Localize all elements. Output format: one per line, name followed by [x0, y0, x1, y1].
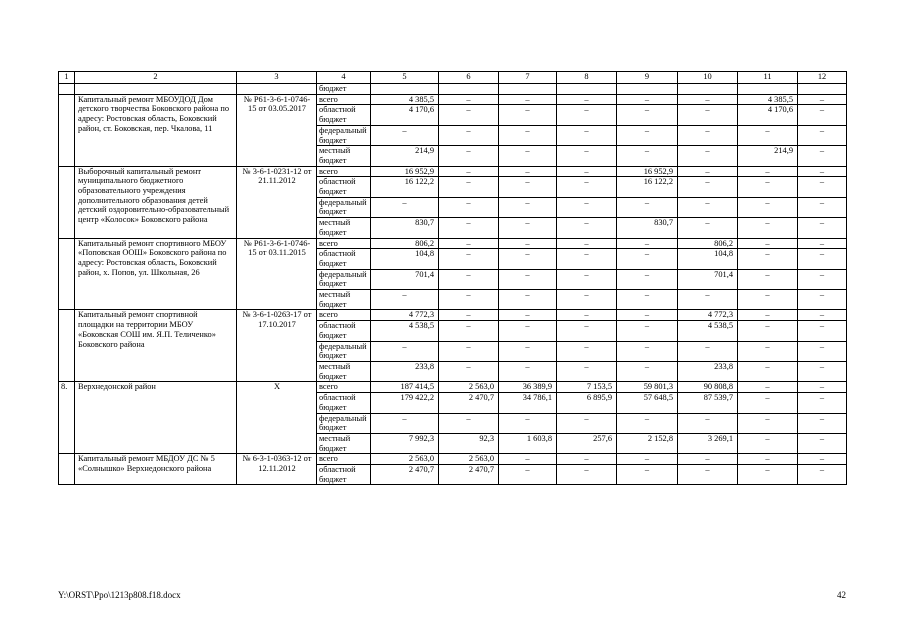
empty-value-cell: –: [798, 249, 847, 269]
empty-value-cell: –: [439, 218, 499, 238]
empty-value-cell: –: [499, 197, 557, 217]
empty-value-cell: –: [738, 197, 798, 217]
empty-value-cell: –: [738, 433, 798, 453]
empty-value-cell: –: [798, 197, 847, 217]
empty-value-cell: –: [557, 177, 617, 197]
column-header: 8: [557, 72, 617, 84]
amount-cell: [678, 84, 738, 95]
empty-value-cell: –: [499, 321, 557, 341]
table-row: [59, 166, 847, 177]
empty-value-cell: –: [617, 125, 678, 145]
amount-cell: 59 801,3: [617, 382, 678, 393]
empty-value-cell: –: [738, 341, 798, 361]
empty-value-cell: –: [798, 269, 847, 289]
empty-value-cell: –: [738, 321, 798, 341]
empty-value-cell: –: [439, 269, 499, 289]
empty-value-cell: –: [557, 310, 617, 321]
amount-cell: 701,4: [371, 269, 439, 289]
funding-source-cell: федеральный бюджет: [317, 269, 371, 289]
empty-value-cell: –: [499, 177, 557, 197]
empty-value-cell: –: [499, 310, 557, 321]
empty-value-cell: –: [557, 454, 617, 465]
empty-value-cell: –: [798, 177, 847, 197]
amount-cell: 4 170,6: [371, 105, 439, 125]
empty-value-cell: –: [798, 454, 847, 465]
amount-cell: 2 563,0: [439, 382, 499, 393]
empty-value-cell: –: [371, 197, 439, 217]
empty-value-cell: –: [798, 465, 847, 485]
amount-cell: 4 170,6: [738, 105, 798, 125]
empty-value-cell: –: [499, 166, 557, 177]
funding-source-cell: местный бюджет: [317, 218, 371, 238]
amount-cell: 92,3: [439, 433, 499, 453]
object-name-cell: [75, 84, 237, 95]
column-header: 6: [439, 72, 499, 84]
empty-value-cell: –: [557, 290, 617, 310]
table-cell: [59, 310, 75, 382]
amount-cell: 4 538,5: [371, 321, 439, 341]
empty-value-cell: –: [557, 125, 617, 145]
amount-cell: 179 422,2: [371, 393, 439, 413]
empty-value-cell: –: [738, 393, 798, 413]
empty-value-cell: –: [678, 454, 738, 465]
funding-source-cell: областной бюджет: [317, 393, 371, 413]
amount-cell: 4 772,3: [678, 310, 738, 321]
empty-value-cell: –: [738, 454, 798, 465]
funding-source-cell: всего: [317, 166, 371, 177]
empty-value-cell: –: [738, 413, 798, 433]
funding-source-cell: федеральный бюджет: [317, 125, 371, 145]
funding-source-cell: федеральный бюджет: [317, 197, 371, 217]
empty-value-cell: –: [738, 382, 798, 393]
empty-value-cell: –: [617, 238, 678, 249]
empty-value-cell: –: [499, 454, 557, 465]
empty-value-cell: –: [371, 125, 439, 145]
empty-value-cell: –: [738, 218, 798, 238]
empty-value-cell: –: [798, 321, 847, 341]
empty-value-cell: –: [557, 197, 617, 217]
object-name-cell: Выборочный капитальный ремонт муниципального бюджетного образовательного учреждения дополнительного образования детей детский оздоровительно-образовательный центр «Колосок» Боковского района: [75, 166, 237, 238]
table-row: [59, 84, 847, 95]
empty-value-cell: –: [617, 310, 678, 321]
file-path: Y:\ORST\Ppo\1213p808.f18.docx: [58, 590, 181, 600]
empty-value-cell: –: [617, 105, 678, 125]
empty-value-cell: –: [499, 146, 557, 166]
empty-value-cell: –: [439, 238, 499, 249]
column-header: 10: [678, 72, 738, 84]
empty-value-cell: –: [798, 146, 847, 166]
amount-cell: 2 563,0: [439, 454, 499, 465]
document-number-cell: № 3-6-1-0231-12 от 21.11.2012: [237, 166, 317, 238]
empty-value-cell: –: [557, 249, 617, 269]
empty-value-cell: –: [439, 361, 499, 381]
empty-value-cell: –: [439, 290, 499, 310]
amount-cell: [798, 84, 847, 95]
empty-value-cell: –: [557, 361, 617, 381]
object-name-cell: Капитальный ремонт МБДОУ ДС № 5 «Солнышко» Верхнедонского района: [75, 454, 237, 485]
amount-cell: 36 389,9: [499, 382, 557, 393]
empty-value-cell: –: [439, 310, 499, 321]
empty-value-cell: –: [738, 465, 798, 485]
empty-value-cell: –: [617, 454, 678, 465]
column-header: 5: [371, 72, 439, 84]
amount-cell: [617, 84, 678, 95]
amount-cell: 806,2: [678, 238, 738, 249]
column-header: 3: [237, 72, 317, 84]
funding-source-cell: местный бюджет: [317, 433, 371, 453]
amount-cell: 2 470,7: [439, 393, 499, 413]
empty-value-cell: –: [617, 341, 678, 361]
empty-value-cell: –: [499, 413, 557, 433]
empty-value-cell: –: [557, 218, 617, 238]
empty-value-cell: –: [557, 413, 617, 433]
empty-value-cell: –: [617, 197, 678, 217]
empty-value-cell: –: [678, 413, 738, 433]
empty-value-cell: –: [499, 218, 557, 238]
empty-value-cell: –: [439, 197, 499, 217]
empty-value-cell: –: [617, 94, 678, 105]
amount-cell: 90 808,8: [678, 382, 738, 393]
empty-value-cell: –: [439, 321, 499, 341]
empty-value-cell: –: [499, 465, 557, 485]
empty-value-cell: –: [439, 177, 499, 197]
empty-value-cell: –: [738, 166, 798, 177]
funding-source-cell: бюджет: [317, 84, 371, 95]
amount-cell: 214,9: [371, 146, 439, 166]
empty-value-cell: –: [678, 125, 738, 145]
funding-source-cell: всего: [317, 310, 371, 321]
object-name-cell: Капитальный ремонт спортивного МБОУ «Поповская ООШ» Боковского района по адресу: Ростовская область, Боковский район, х. Попов, ул. Школьная, 26: [75, 238, 237, 310]
amount-cell: 830,7: [617, 218, 678, 238]
empty-value-cell: –: [798, 238, 847, 249]
object-name-cell: Капитальный ремонт МБОУДОД Дом детского творчества Боковского района по адресу: Ростовская область, Боковский район, ст. Боковская, пер. Чкалова, 11: [75, 94, 237, 166]
table-cell: [59, 238, 75, 310]
empty-value-cell: –: [678, 197, 738, 217]
amount-cell: [557, 84, 617, 95]
empty-value-cell: –: [499, 105, 557, 125]
empty-value-cell: –: [678, 94, 738, 105]
empty-value-cell: –: [439, 146, 499, 166]
empty-value-cell: –: [798, 413, 847, 433]
empty-value-cell: –: [557, 166, 617, 177]
table-cell: [59, 454, 75, 485]
empty-value-cell: –: [371, 341, 439, 361]
funding-source-cell: всего: [317, 382, 371, 393]
column-header: 12: [798, 72, 847, 84]
amount-cell: 16 952,9: [371, 166, 439, 177]
empty-value-cell: –: [439, 94, 499, 105]
funding-source-cell: местный бюджет: [317, 146, 371, 166]
amount-cell: 257,6: [557, 433, 617, 453]
empty-value-cell: –: [798, 105, 847, 125]
empty-value-cell: –: [557, 465, 617, 485]
empty-value-cell: –: [798, 125, 847, 145]
funding-source-cell: областной бюджет: [317, 105, 371, 125]
amount-cell: 233,8: [371, 361, 439, 381]
column-header: 2: [75, 72, 237, 84]
empty-value-cell: –: [798, 290, 847, 310]
amount-cell: 187 414,5: [371, 382, 439, 393]
amount-cell: 806,2: [371, 238, 439, 249]
amount-cell: 2 563,0: [371, 454, 439, 465]
empty-value-cell: –: [499, 269, 557, 289]
empty-value-cell: –: [499, 249, 557, 269]
empty-value-cell: –: [678, 105, 738, 125]
amount-cell: 104,8: [678, 249, 738, 269]
empty-value-cell: –: [617, 361, 678, 381]
empty-value-cell: –: [499, 290, 557, 310]
empty-value-cell: –: [617, 413, 678, 433]
document-number-cell: [237, 84, 317, 95]
amount-cell: [439, 84, 499, 95]
empty-value-cell: –: [499, 238, 557, 249]
empty-value-cell: –: [557, 341, 617, 361]
amount-cell: 7 992,3: [371, 433, 439, 453]
amount-cell: 4 538,5: [678, 321, 738, 341]
amount-cell: [738, 84, 798, 95]
column-header: 4: [317, 72, 371, 84]
empty-value-cell: –: [439, 105, 499, 125]
empty-value-cell: –: [439, 413, 499, 433]
empty-value-cell: –: [678, 218, 738, 238]
empty-value-cell: –: [557, 321, 617, 341]
document-number-cell: № 6-3-1-0363-12 от 12.11.2012: [237, 454, 317, 485]
budget-table: [58, 71, 847, 485]
table-row: [59, 238, 847, 249]
amount-cell: 830,7: [371, 218, 439, 238]
amount-cell: 2 470,7: [371, 465, 439, 485]
empty-value-cell: –: [738, 177, 798, 197]
amount-cell: 16 122,2: [617, 177, 678, 197]
empty-value-cell: –: [499, 94, 557, 105]
amount-cell: 1 603,8: [499, 433, 557, 453]
empty-value-cell: –: [798, 361, 847, 381]
document-number-cell: № Р61-3-6-1-0746-15 от 03.05.2017: [237, 94, 317, 166]
empty-value-cell: –: [738, 249, 798, 269]
table-cell: [59, 84, 75, 95]
empty-value-cell: –: [738, 269, 798, 289]
empty-value-cell: –: [798, 393, 847, 413]
empty-value-cell: –: [798, 382, 847, 393]
empty-value-cell: –: [439, 341, 499, 361]
amount-cell: 2 152,8: [617, 433, 678, 453]
empty-value-cell: –: [371, 413, 439, 433]
amount-cell: [499, 84, 557, 95]
funding-source-cell: областной бюджет: [317, 321, 371, 341]
amount-cell: 87 539,7: [678, 393, 738, 413]
table-cell: [59, 166, 75, 238]
funding-source-cell: всего: [317, 238, 371, 249]
table-cell: [59, 94, 75, 166]
empty-value-cell: –: [798, 433, 847, 453]
empty-value-cell: –: [678, 166, 738, 177]
empty-value-cell: –: [678, 290, 738, 310]
empty-value-cell: –: [557, 146, 617, 166]
empty-value-cell: –: [738, 125, 798, 145]
amount-cell: 2 470,7: [439, 465, 499, 485]
amount-cell: 7 153,5: [557, 382, 617, 393]
column-header: 7: [499, 72, 557, 84]
empty-value-cell: –: [617, 290, 678, 310]
amount-cell: 6 895,9: [557, 393, 617, 413]
empty-value-cell: –: [738, 290, 798, 310]
funding-source-cell: всего: [317, 454, 371, 465]
amount-cell: [371, 84, 439, 95]
empty-value-cell: –: [439, 125, 499, 145]
amount-cell: 16 952,9: [617, 166, 678, 177]
empty-value-cell: –: [678, 146, 738, 166]
document-number-cell: № 3-6-1-0263-17 от 17.10.2017: [237, 310, 317, 382]
empty-value-cell: –: [617, 269, 678, 289]
empty-value-cell: –: [557, 105, 617, 125]
amount-cell: 214,9: [738, 146, 798, 166]
column-header: 1: [59, 72, 75, 84]
header-row: [59, 72, 847, 84]
funding-source-cell: федеральный бюджет: [317, 341, 371, 361]
amount-cell: 4 385,5: [371, 94, 439, 105]
empty-value-cell: –: [798, 94, 847, 105]
document-number-cell: № Р61-3-6-1-0746-15 от 03.11.2015: [237, 238, 317, 310]
table-row: [59, 454, 847, 465]
table-row: [59, 310, 847, 321]
funding-source-cell: областной бюджет: [317, 177, 371, 197]
row-index-cell: 8.: [59, 382, 75, 454]
empty-value-cell: –: [439, 166, 499, 177]
amount-cell: 104,8: [371, 249, 439, 269]
empty-value-cell: –: [798, 218, 847, 238]
column-header: 9: [617, 72, 678, 84]
amount-cell: 57 648,5: [617, 393, 678, 413]
empty-value-cell: –: [678, 341, 738, 361]
amount-cell: 701,4: [678, 269, 738, 289]
empty-value-cell: –: [499, 341, 557, 361]
empty-value-cell: –: [798, 310, 847, 321]
empty-value-cell: –: [617, 146, 678, 166]
document-number-cell: Х: [237, 382, 317, 454]
table-row: [59, 94, 847, 105]
object-name-cell: Верхнедонской район: [75, 382, 237, 454]
table-row: [59, 382, 847, 393]
amount-cell: 4 772,3: [371, 310, 439, 321]
empty-value-cell: –: [678, 177, 738, 197]
empty-value-cell: –: [499, 361, 557, 381]
empty-value-cell: –: [617, 321, 678, 341]
amount-cell: 233,8: [678, 361, 738, 381]
empty-value-cell: –: [798, 166, 847, 177]
empty-value-cell: –: [439, 249, 499, 269]
amount-cell: 16 122,2: [371, 177, 439, 197]
funding-source-cell: всего: [317, 94, 371, 105]
table-body: [59, 84, 847, 485]
page-number: 42: [837, 590, 846, 600]
funding-source-cell: областной бюджет: [317, 249, 371, 269]
empty-value-cell: –: [738, 310, 798, 321]
empty-value-cell: –: [371, 290, 439, 310]
funding-source-cell: федеральный бюджет: [317, 413, 371, 433]
empty-value-cell: –: [557, 238, 617, 249]
object-name-cell: Капитальный ремонт спортивной площадки на территории МБОУ «Боковская СОШ им. Я.П. Теличенко» Боковского района: [75, 310, 237, 382]
amount-cell: 34 786,1: [499, 393, 557, 413]
empty-value-cell: –: [617, 249, 678, 269]
funding-source-cell: местный бюджет: [317, 361, 371, 381]
empty-value-cell: –: [617, 465, 678, 485]
empty-value-cell: –: [678, 465, 738, 485]
empty-value-cell: –: [738, 361, 798, 381]
empty-value-cell: –: [738, 238, 798, 249]
empty-value-cell: –: [557, 269, 617, 289]
funding-source-cell: областной бюджет: [317, 465, 371, 485]
amount-cell: 3 269,1: [678, 433, 738, 453]
amount-cell: 4 385,5: [738, 94, 798, 105]
empty-value-cell: –: [557, 94, 617, 105]
funding-source-cell: местный бюджет: [317, 290, 371, 310]
empty-value-cell: –: [798, 341, 847, 361]
column-header: 11: [738, 72, 798, 84]
empty-value-cell: –: [499, 125, 557, 145]
